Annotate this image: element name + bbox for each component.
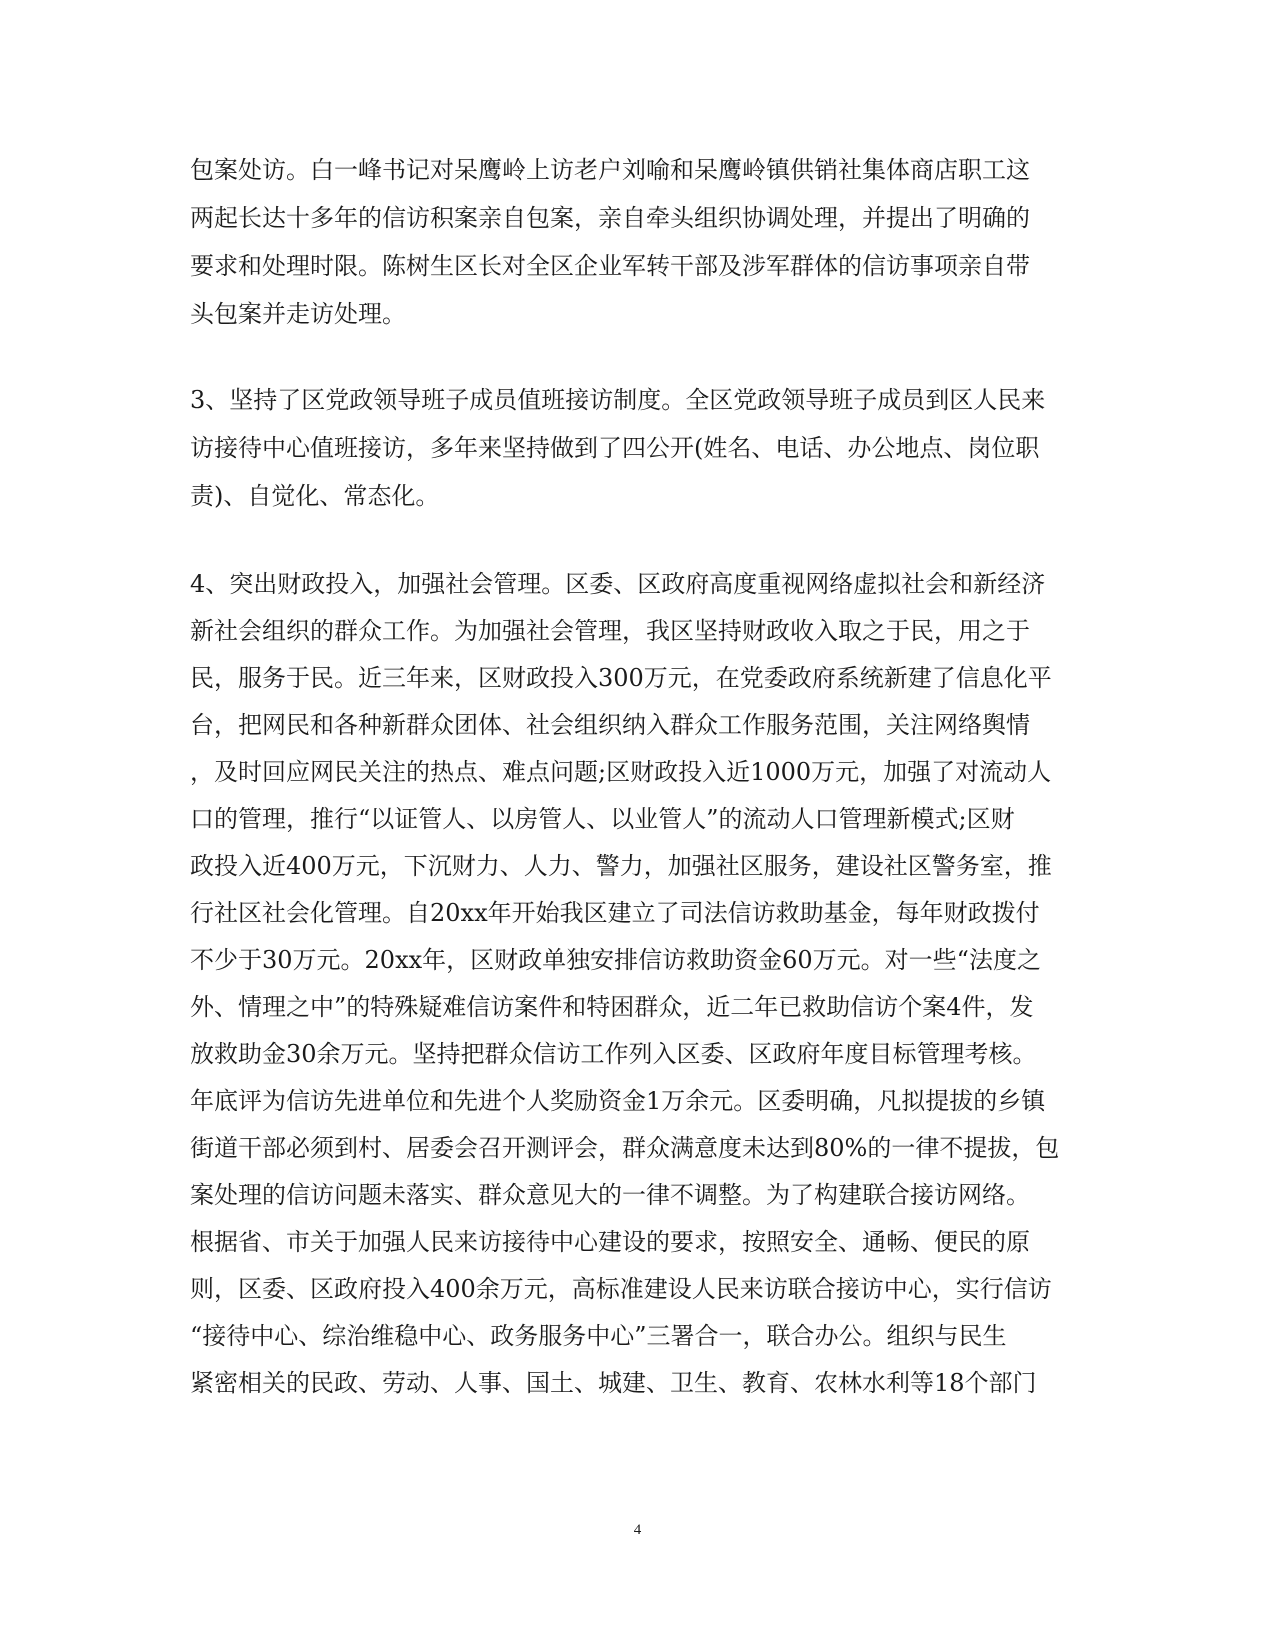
paragraph-3-line-11: 放救助金30余万元。坚持把群众信访工作列入区委、区政府年度目标管理考核。	[190, 1040, 1037, 1068]
paragraph-3-line-2: 新社会组织的群众工作。为加强社会管理，我区坚持财政收入取之于民，用之于	[190, 617, 1030, 645]
paragraph-3-line-18: 紧密相关的民政、劳动、人事、国土、城建、卫生、教育、农林水利等18个部门	[190, 1369, 1037, 1397]
paragraph-1-line-2: 两起长达十多年的信访积案亲自包案，亲自牵头组织协调处理，并提出了明确的	[190, 204, 1030, 232]
paragraph-3-line-14: 案处理的信访问题未落实、群众意见大的一律不调整。为了构建联合接访网络。	[190, 1181, 1030, 1209]
paragraph-3-line-7: 政投入近400万元，下沉财力、人力、警力，加强社区服务，建设社区警务室，推	[190, 852, 1052, 880]
paragraph-3-line-15: 根据省、市关于加强人民来访接待中心建设的要求，按照安全、通畅、便民的原	[190, 1228, 1030, 1256]
paragraph-3-line-9: 不少于30万元。20xx年，区财政单独安排信访救助资金60万元。对一些“法度之	[190, 946, 1041, 974]
paragraph-1-line-1: 包案处访。白一峰书记对呆鹰岭上访老户刘喻和呆鹰岭镇供销社集体商店职工这	[190, 156, 1030, 184]
paragraph-2-line-1: 3、坚持了区党政领导班子成员值班接访制度。全区党政领导班子成员到区人民来	[190, 386, 1046, 414]
paragraph-3-line-13: 街道干部必须到村、居委会召开测评会，群众满意度未达到80%的一律不提拔，包	[190, 1134, 1060, 1162]
paragraph-3-line-1: 4、突出财政投入，加强社会管理。区委、区政府高度重视网络虚拟社会和新经济	[190, 570, 1046, 598]
paragraph-3-line-6: 口的管理，推行“以证管人、以房管人、以业管人”的流动人口管理新模式;区财	[190, 805, 1015, 833]
paragraph-3-line-12: 年底评为信访先进单位和先进个人奖励资金1万余元。区委明确，凡拟提拔的乡镇	[190, 1087, 1046, 1115]
paragraph-3-line-3: 民，服务于民。近三年来，区财政投入300万元，在党委政府系统新建了信息化平	[190, 664, 1052, 692]
paragraph-1-line-3: 要求和处理时限。陈树生区长对全区企业军转干部及涉军群体的信访事项亲自带	[190, 252, 1030, 280]
paragraph-3-line-17: “接待中心、综治维稳中心、政务服务中心”三署合一，联合办公。组织与民生	[190, 1322, 1007, 1350]
paragraph-3-line-8: 行社区社会化管理。自20xx年开始我区建立了司法信访救助基金，每年财政拨付	[190, 899, 1040, 927]
paragraph-3-line-4: 台，把网民和各种新群众团体、社会组织纳入群众工作服务范围，关注网络舆情	[190, 711, 1030, 739]
paragraph-3-line-16: 则，区委、区政府投入400余万元，高标准建设人民来访联合接访中心，实行信访	[190, 1275, 1052, 1303]
page-number: 4	[633, 1522, 642, 1538]
paragraph-3-line-10: 外、情理之中”的特殊疑难信访案件和特困群众，近二年已救助信访个案4件，发	[190, 993, 1034, 1021]
paragraph-2-line-2: 访接待中心值班接访，多年来坚持做到了四公开(姓名、电话、办公地点、岗位职	[190, 434, 1040, 462]
paragraph-2-line-3: 责)、自觉化、常态化。	[190, 482, 440, 510]
paragraph-3-line-5: ，及时回应网民关注的热点、难点问题;区财政投入近1000万元，加强了对流动人	[190, 758, 1052, 786]
paragraph-1-line-4: 头包案并走访处理。	[190, 300, 406, 328]
